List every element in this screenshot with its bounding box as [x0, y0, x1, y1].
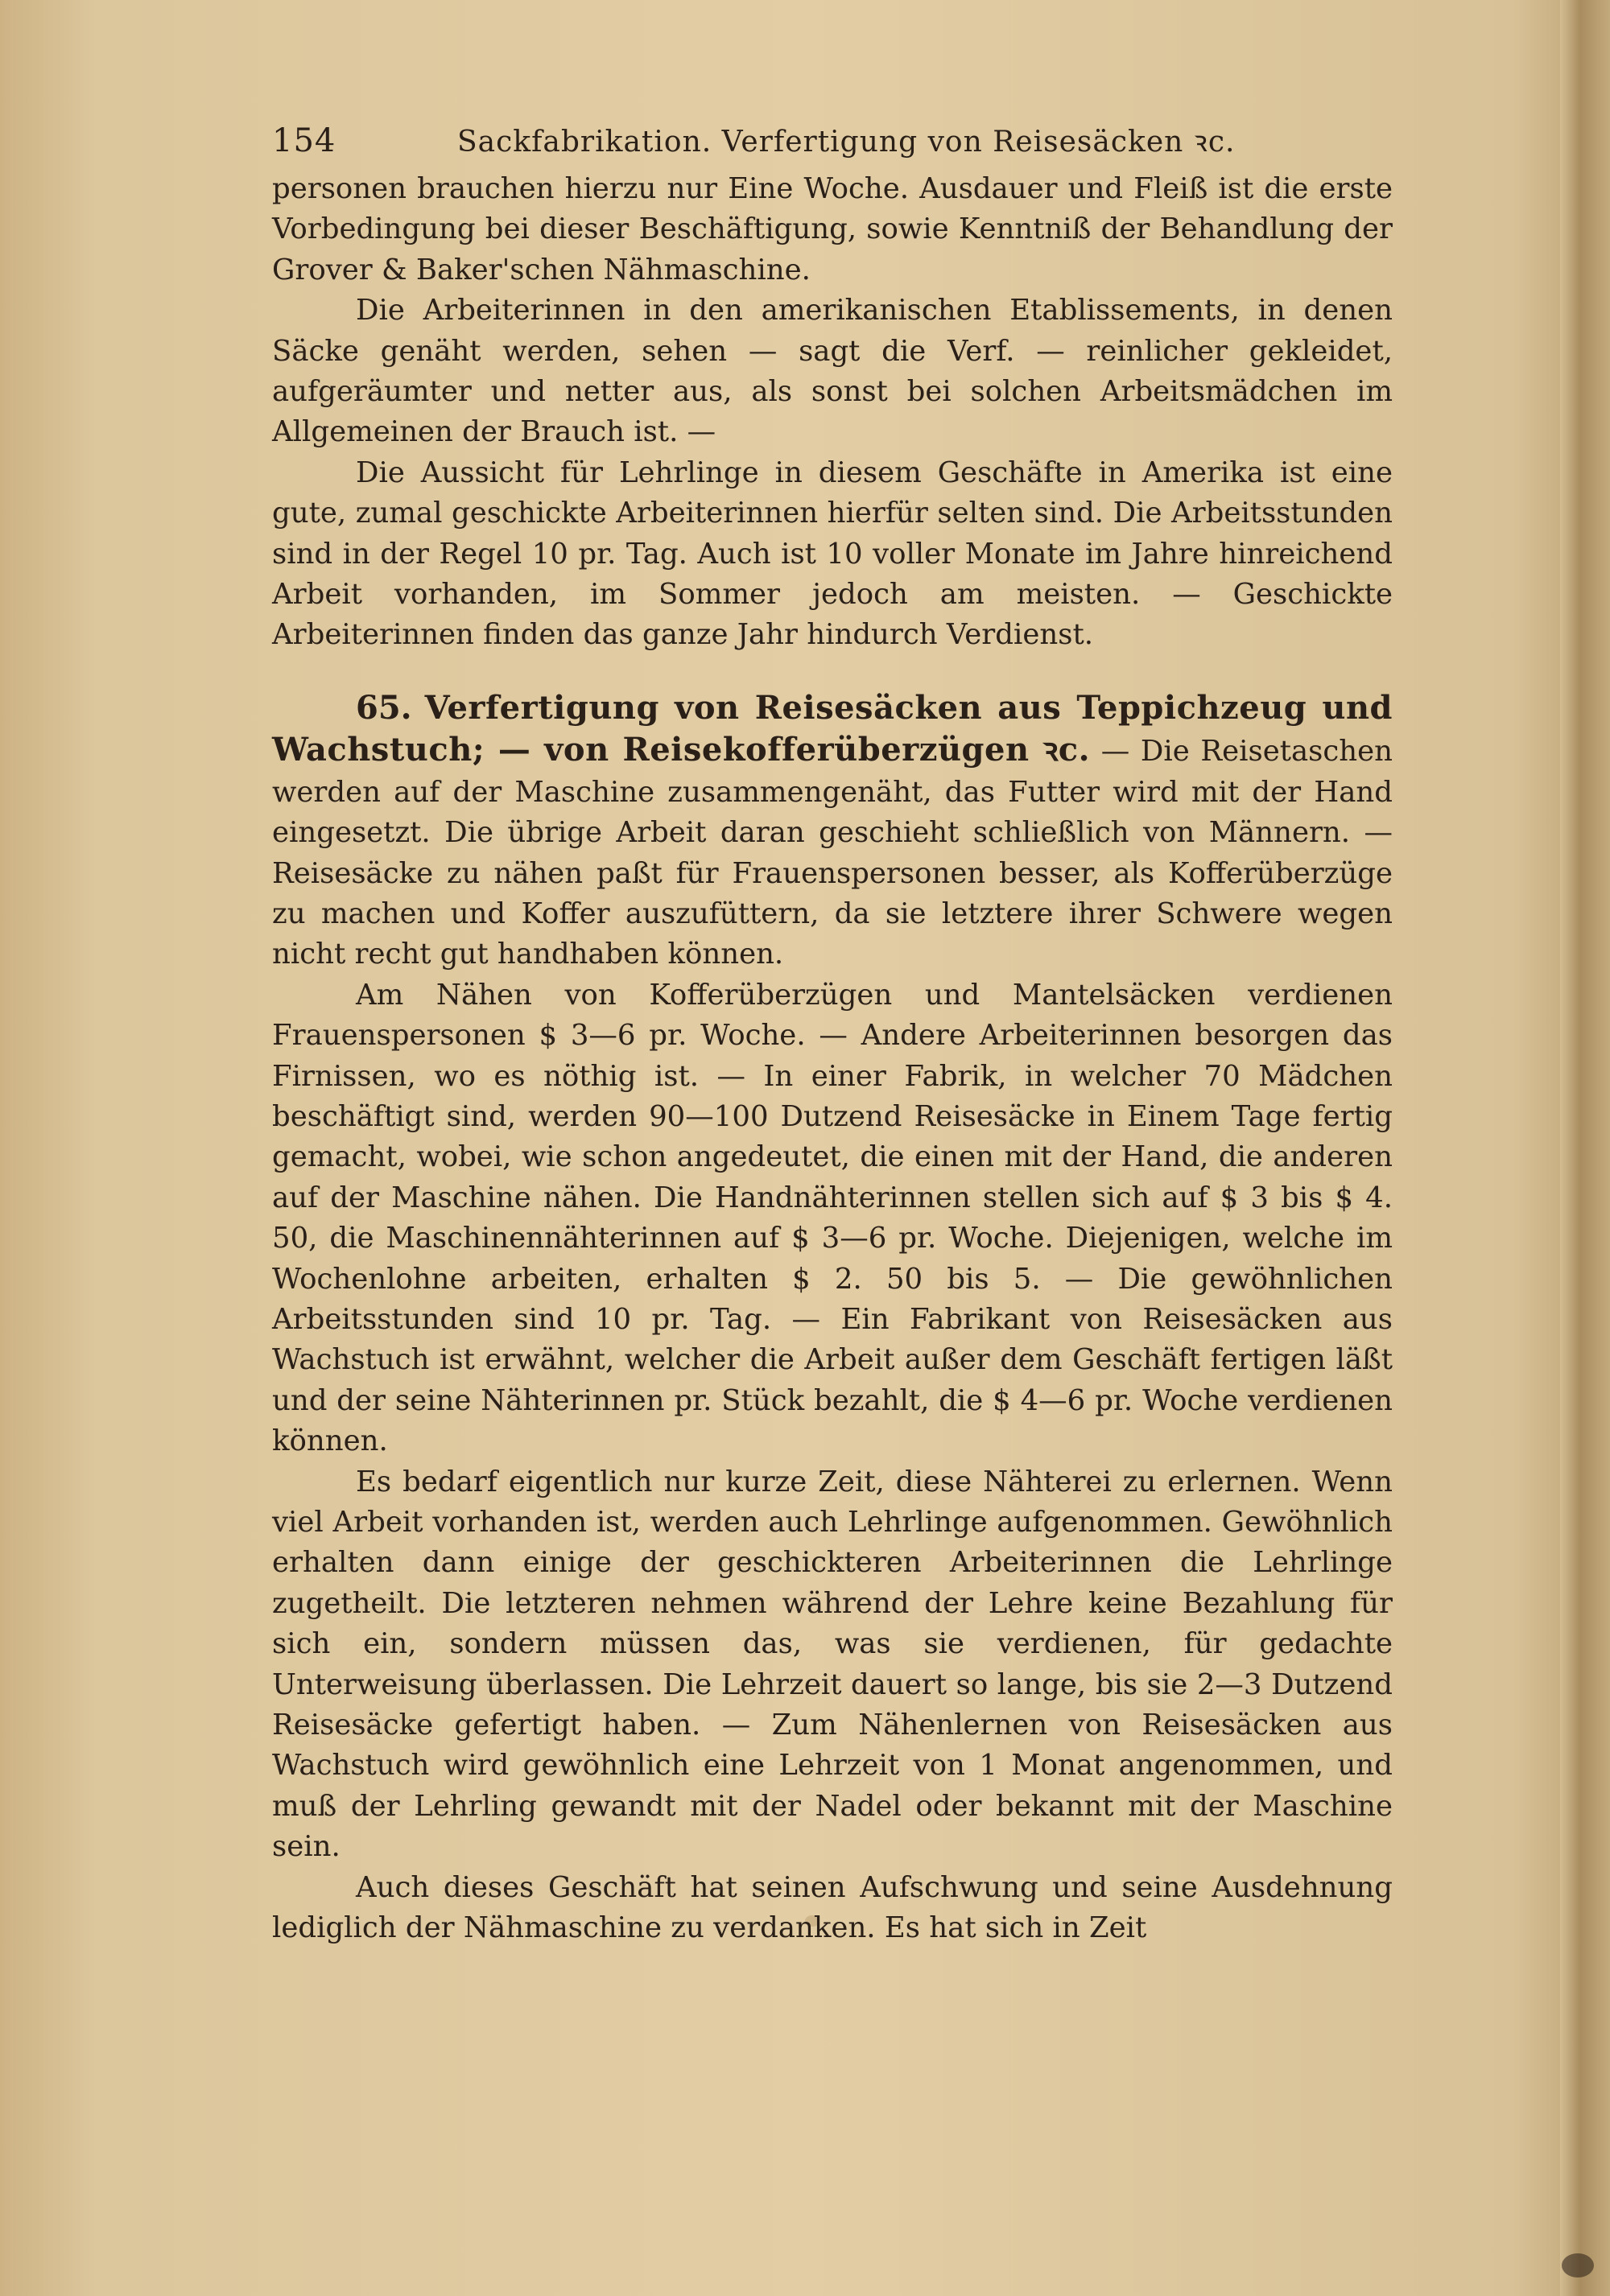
- section-intro: — Die Reisetaschen werden auf der Maschine zusammengenäht, das Futter wird mit der Hand eingesetzt. Die übrige Arbeit daran geschieht schließlich von Männern. — Reisesäcke zu nähen paßt für Frauenspersonen besser, als Kofferüberzüge zu machen und Koffer auszufüttern, da sie letztere ihrer Schwere wegen nicht recht gut handhaben können.: [272, 735, 1393, 971]
- paragraph: Am Nähen von Kofferüberzügen und Mantelsäcken verdienen Frauenspersonen $ 3—6 pr. Woche. — Andere Arbeiterinnen besorgen das Firnissen, wo es nöthig ist. — In einer Fabrik, in welcher 70 Mädchen beschäftigt sind, werden 90—100 Dutzend Reisesäcke in Einem Tage fertig gemacht, wobei, wie schon angedeutet, die einen mit der Hand, die anderen auf der Maschine nähen. Die Handnähterinnen stellen sich auf $ 3 bis $ 4. 50, die Maschinennähterinnen auf $ 3—6 pr. Woche. Diejenigen, welche im Wochenlohne arbeiten, erhalten $ 2. 50 bis 5. — Die gewöhnlichen Arbeitsstunden sind 10 pr. Tag. — Ein Fabrikant von Reisesäcken aus Wachstuch ist erwähnt, welcher die Arbeit außer dem Geschäft fertigen läßt und der seine Nähterinnen pr. Stück bezahlt, die $ 4—6 pr. Woche verdienen können.: [272, 978, 1393, 1458]
- section-paragraph: [272, 688, 1393, 975]
- section-spacer: [272, 656, 1393, 688]
- section-title: Verfertigung von Reisesäcken aus Teppichzeug und Wachstuch; — von Reisekofferüberzügen ꝛc.: [272, 688, 1393, 769]
- page-number: 154: [272, 122, 336, 159]
- paragraph: Es bedarf eigentlich nur kurze Zeit, diese Nähterei zu erlernen. Wenn viel Arbeit vorhanden ist, werden auch Lehrlinge aufgenommen. Gewöhnlich erhalten dann einige der geschickteren Arbeiterinnen die Lehrlinge zugetheilt. Die letzteren nehmen während der Lehre keine Bezahlung für sich ein, sondern müssen das, was sie verdienen, für gedachte Unterweisung überlassen. Die Lehrzeit dauert so lange, bis sie 2—3 Dutzend Reisesäcke gefertigt haben. — Zum Nähenlernen von Reisesäcken aus Wachstuch wird gewöhnlich eine Lehrzeit von 1 Monat angenommen, und muß der Lehrling gewandt mit der Nadel oder bekannt mit der Maschine sein.: [272, 1465, 1393, 1864]
- running-title: Sackfabrikation. Verfertigung von Reisesäcken ꝛc.: [457, 126, 1236, 159]
- paragraph: Die Arbeiterinnen in den amerikanischen Etablissements, in denen Säcke genäht werden, sehen — sagt die Verf. — reinlicher gekleidet, aufgeräumter und netter aus, als sonst bei solchen Arbeitsmädchen im Allgemeinen der Brauch ist. —: [272, 294, 1393, 449]
- paragraph: personen brauchen hierzu nur Eine Woche. Ausdauer und Fleiß ist die erste Vorbedingung bei dieser Beschäftigung, sowie Kenntniß der Behandlung der Grover & Baker'schen Nähmaschine.: [272, 172, 1393, 286]
- paragraph: Die Aussicht für Lehrlinge in diesem Geschäfte in Amerika ist eine gute, zumal geschickte Arbeiterinnen hierfür selten sind. Die Arbeitsstunden sind in der Regel 10 pr. Tag. Auch ist 10 voller Monate im Jahre hinreichend Arbeit vorhanden, im Sommer jedoch am meisten. — Geschickte Arbeiterinnen finden das ganze Jahr hindurch Verdienst.: [272, 455, 1393, 652]
- running-header: [272, 121, 1393, 169]
- section-number: 65.: [356, 688, 412, 727]
- page-edge: [1560, 0, 1610, 2296]
- text-block: [272, 121, 1393, 1948]
- paragraph: Auch dieses Geschäft hat seinen Aufschwung und seine Ausdehnung lediglich der Nähmaschine zu verdanken. Es hat sich in Zeit: [272, 1870, 1393, 1945]
- paper-stain: [1562, 2253, 1594, 2277]
